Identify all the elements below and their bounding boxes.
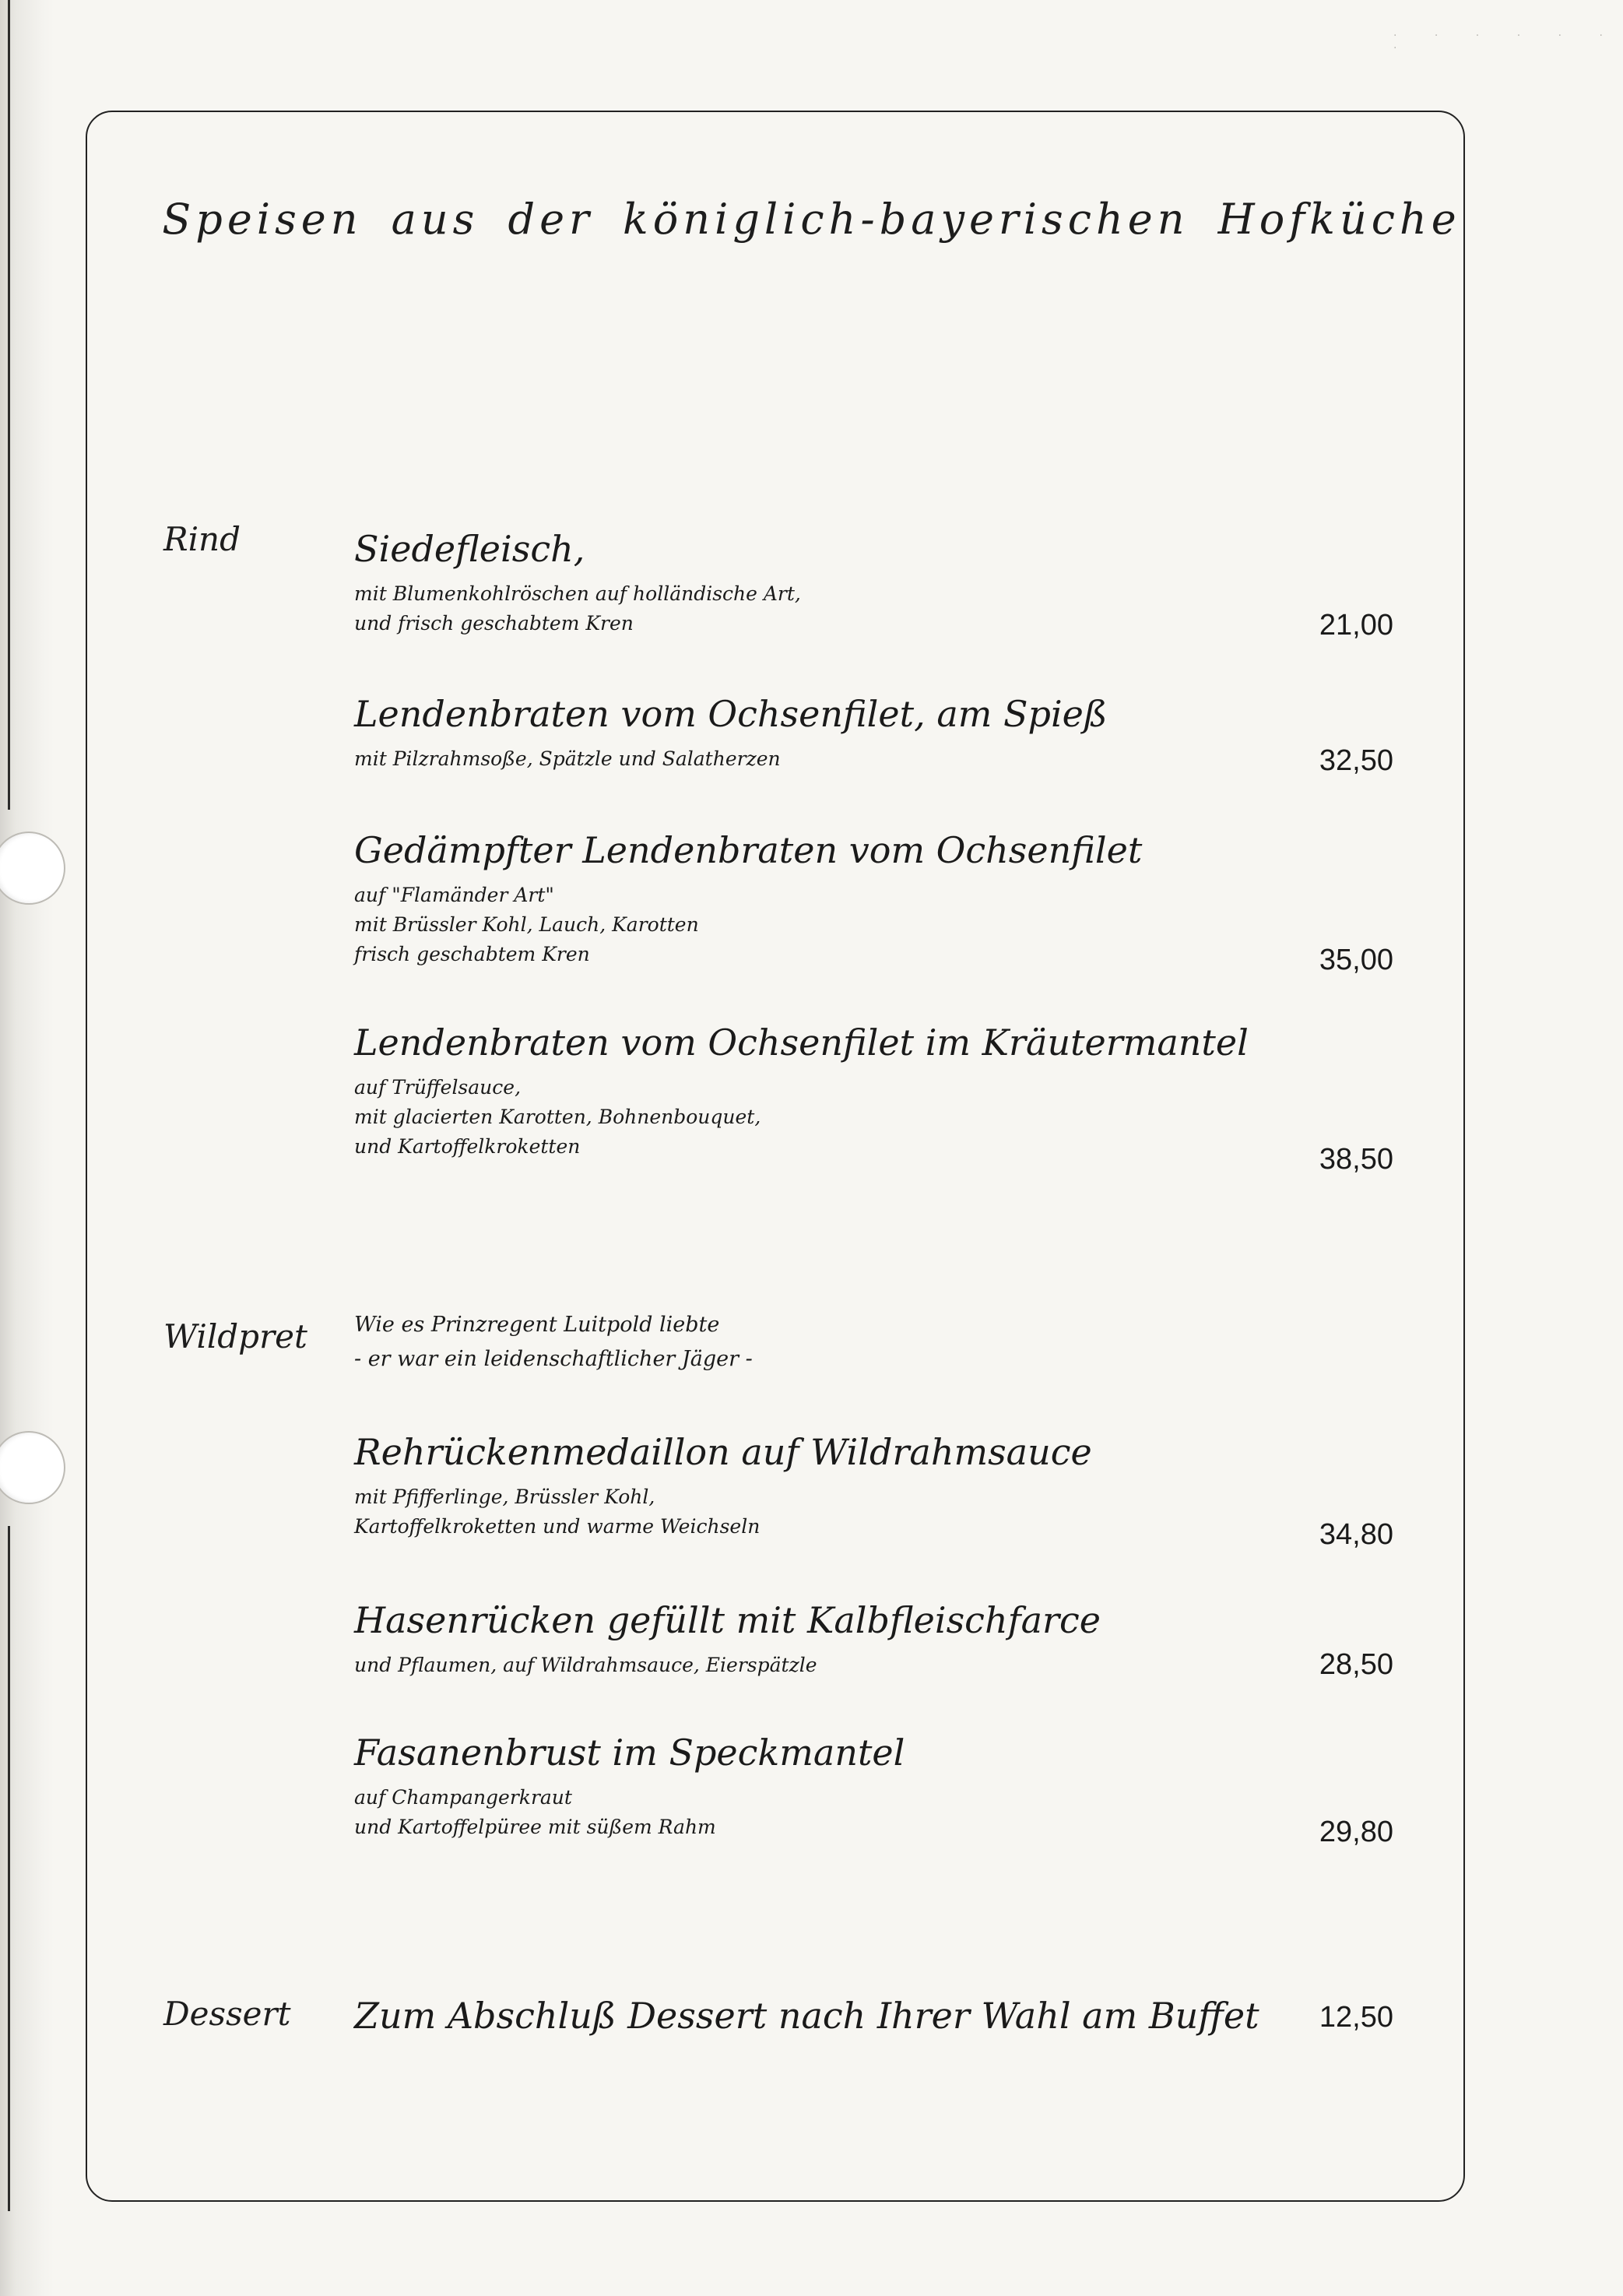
dish-description-line: mit Blumenkohlröschen auf holländische Art, bbox=[354, 582, 801, 605]
binder-hole-top bbox=[0, 832, 65, 905]
binding-edge-line bbox=[8, 0, 10, 810]
dish-description-line: mit Brüssler Kohl, Lauch, Karotten bbox=[354, 913, 699, 936]
dish-price: 29,80 bbox=[1319, 1816, 1393, 1848]
dish-price: 12,50 bbox=[1319, 2001, 1393, 2034]
dish-description bbox=[354, 1783, 1397, 1842]
dish-description bbox=[354, 744, 1397, 774]
dish-description bbox=[354, 1073, 1397, 1162]
dish-description-line: auf Champangerkraut bbox=[354, 1786, 572, 1809]
dish-name: Siedefleisch, bbox=[354, 528, 585, 570]
dish-price: 21,00 bbox=[1319, 609, 1393, 642]
dish-name: Rehrückenmedaillon auf Wildrahmsauce bbox=[354, 1431, 1092, 1473]
section-note-line: Wie es Prinzregent Luitpold liebte bbox=[354, 1313, 720, 1337]
dish-price: 38,50 bbox=[1319, 1143, 1393, 1176]
dish-description-line: und Kartoffelkroketten bbox=[354, 1135, 581, 1158]
dish-description bbox=[354, 579, 1397, 638]
dish-description bbox=[354, 881, 1397, 969]
dish-description-line: mit glacierten Karotten, Bohnenbouquet, bbox=[354, 1106, 761, 1128]
dish-description-line: und frisch geschabtem Kren bbox=[354, 612, 634, 635]
binder-hole-bottom bbox=[0, 1431, 65, 1504]
dish-price: 32,50 bbox=[1319, 744, 1393, 777]
dish-name: Hasenrücken gefüllt mit Kalbfleischfarce bbox=[354, 1599, 1101, 1641]
dish-description-line: frisch geschabtem Kren bbox=[354, 943, 590, 965]
dish-name: Zum Abschluß Dessert nach Ihrer Wahl am Buffet bbox=[354, 1995, 1259, 2037]
dish-name: Lendenbraten vom Ochsenfilet im Kräutermantel bbox=[354, 1021, 1249, 1064]
dish-gedaempfter-lendenbraten bbox=[354, 828, 1397, 969]
dish-lendenbraten-kraeutermantel bbox=[354, 1020, 1397, 1162]
dish-price: 34,80 bbox=[1319, 1518, 1393, 1551]
section-label-wildpret: Wildpret bbox=[163, 1317, 307, 1355]
dish-description-line: mit Pfifferlinge, Brüssler Kohl, bbox=[354, 1486, 655, 1508]
dish-description-line: mit Pilzrahmsoße, Spätzle und Salatherzen bbox=[354, 747, 781, 770]
dish-description-line: und Kartoffelpüree mit süßem Rahm bbox=[354, 1816, 716, 1838]
dish-name: Gedämpfter Lendenbraten vom Ochsenfilet bbox=[354, 829, 1143, 871]
dish-description-line: Kartoffelkroketten und warme Weichseln bbox=[354, 1515, 761, 1538]
scan-artifact-dots: · · · · · · · bbox=[1393, 30, 1620, 54]
dish-dessert-buffet bbox=[354, 1993, 1397, 2038]
dish-price: 28,50 bbox=[1319, 1648, 1393, 1681]
dish-rehrueckenmedaillon bbox=[354, 1429, 1397, 1542]
section-label-dessert: Dessert bbox=[163, 1995, 291, 2033]
dish-description-line: auf Trüffelsauce, bbox=[354, 1076, 522, 1099]
section-label-rind: Rind bbox=[163, 520, 241, 558]
dish-description bbox=[354, 1651, 1397, 1680]
section-note bbox=[354, 1308, 753, 1377]
dish-price: 35,00 bbox=[1319, 944, 1393, 976]
dish-name: Lendenbraten vom Ochsenfilet, am Spieß bbox=[354, 693, 1108, 735]
dish-hasenruecken bbox=[354, 1598, 1397, 1680]
binding-edge-line bbox=[8, 1526, 10, 2211]
dish-description-line: und Pflaumen, auf Wildrahmsauce, Eierspätzle bbox=[354, 1654, 817, 1676]
dish-name: Fasanenbrust im Speckmantel bbox=[354, 1732, 905, 1774]
dish-fasanenbrust bbox=[354, 1730, 1397, 1842]
section-note-line: - er war ein leidenschaftlicher Jäger - bbox=[354, 1347, 753, 1371]
menu-title: Speisen aus der königlich-bayerischen Hofküche bbox=[162, 195, 1461, 244]
dish-description bbox=[354, 1482, 1397, 1542]
dish-siedefleisch bbox=[354, 526, 1397, 638]
dish-lendenbraten-spiess bbox=[354, 691, 1397, 774]
dish-description-line: auf "Flamänder Art" bbox=[354, 884, 554, 906]
